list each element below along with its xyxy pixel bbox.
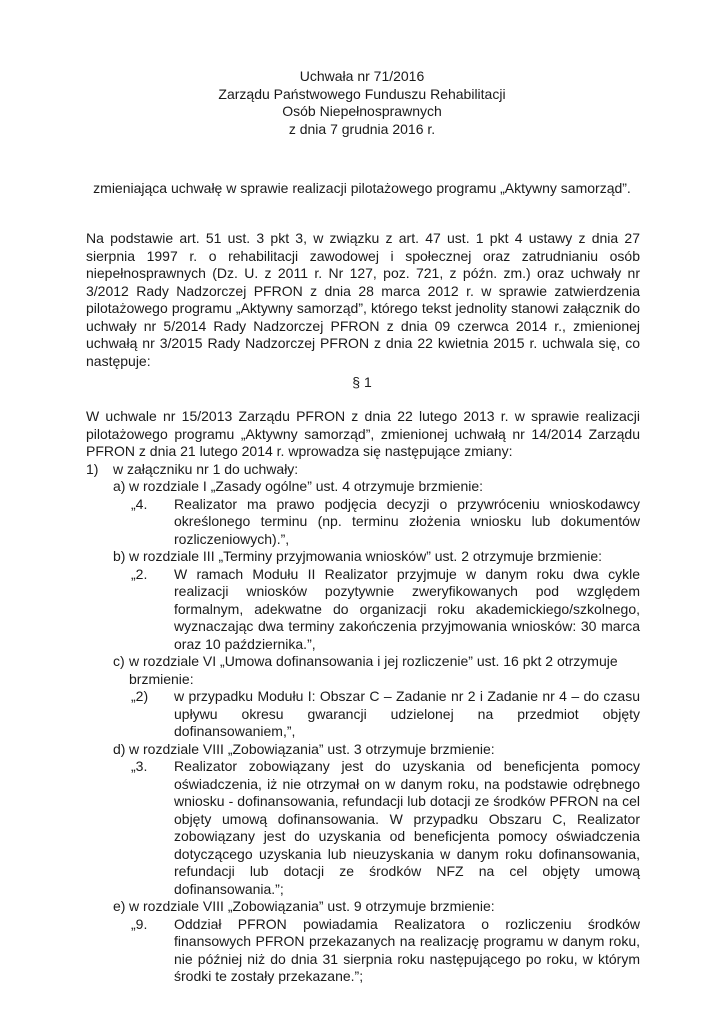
document-header [0, 68, 724, 138]
subitem-text: w rozdziale I „Zasady ogólne” ust. 4 otrzymuje brzmienie: [129, 478, 484, 494]
subitem-b [113, 548, 640, 566]
subitem-text: w rozdziale III „Terminy przyjmowania wniosków” ust. 2 otrzymuje brzmienie: [129, 548, 603, 564]
section-intro: W uchwale nr 15/2013 Zarządu PFRON z dnia 22 lutego 2013 r. w sprawie realizacji pilotażowego programu „Aktywny samorząd”, zmienionej uchwałą nr 14/2014 Zarządu PFRON z dnia 21 lutego 2014 r. wprowadza się następujące zmiany: [86, 408, 640, 459]
resolution-date: z dnia 7 grudnia 2016 r. [288, 120, 436, 137]
provision-number: „4. [131, 495, 148, 512]
provision-text: w przypadku Modułu I: Obszar C – Zadanie nr 2 i Zadanie nr 4 – do czasu upływu okresu gwarancji udzielonej na przedmiot objęty dofinansowaniem,”, [174, 688, 640, 739]
provision-text: Realizator ma prawo podjęcia decyzji o przywróceniu wnioskodawcy określonego terminu (np. terminu złożenia wniosku lub dokumentów rozliczeniowych).”, [174, 495, 640, 547]
preamble-text: Na podstawie art. 51 ust. 3 pkt 3, w związku z art. 47 ust. 1 pkt 4 ustawy z dnia 27 sierpnia 1997 r. o rehabilitacji zawodowej i społecznej oraz zatrudnianiu osób niepełnosprawnych (Dz. U. z 2011 r. Nr 127, poz. 721, z późn. zm.) oraz uchwały nr 3/2012 Rady Nadzorczej PFRON z dnia 28 marca 2012 r. w sprawie zatwierdzenia pilotażowego programu „Aktywny samorząd”, którego tekst jednolity stanowi załącznik do uchwały nr 5/2014 Rady Nadzorczej PFRON z dnia 09 czerwca 2014 r., zmienionej uchwałą nr 3/2015 Rady Nadzorczej PFRON z dnia 22 kwietnia 2015 r. uchwala się, co następuje: [86, 230, 640, 369]
subitem-c [113, 653, 640, 688]
section-mark: § 1 [352, 374, 372, 390]
issuing-body-line1: Zarządu Państwowego Funduszu Rehabilitacji [218, 85, 506, 102]
provision-number: „2. [131, 565, 148, 582]
list-item-1 [86, 461, 640, 479]
section-body [86, 408, 640, 986]
subitem-number: e) [113, 898, 126, 914]
provision-text: Oddział PFRON powiadamia Realizatora o rozliczeniu środków finansowych PFRON przekazanych na realizację programu w danym roku, nie później niż do dnia 31 sierpnia roku następującego po roku, w którym środki te zostały przekazane.”; [174, 915, 640, 984]
issuing-body-line2: Osób Niepełnosprawnych [282, 103, 442, 119]
subitem-number: b) [113, 548, 126, 564]
provision-number: „3. [131, 758, 148, 774]
quoted-provision [131, 916, 640, 986]
subitem-text: w rozdziale VI „Umowa dofinansowania i jej rozliczenie” ust. 16 pkt 2 otrzymuje brzmienie: [129, 653, 618, 687]
preamble [86, 230, 640, 370]
subitem-list [113, 478, 640, 986]
subitem-text: w rozdziale VIII „Zobowiązania” ust. 9 otrzymuje brzmienie: [129, 898, 495, 914]
list-item-text: w załączniku nr 1 do uchwały: [113, 460, 299, 477]
resolution-subject: zmieniająca uchwałę w sprawie realizacji pilotażowego programu „Aktywny samorząd”. [93, 180, 631, 196]
provision-number: „9. [131, 915, 148, 932]
quoted-provision [131, 688, 640, 741]
provision-text: W ramach Modułu II Realizator przyjmuje w danym roku dwa cykle realizacji wniosków pozytywnie zweryfikowanych pod względem formalnym, adekwatne do organizacji roku akademickiego/szkolnego, wyznaczając dwa terminy zakończenia przyjmowania wniosków: 30 marca oraz 10 października.”, [174, 565, 640, 652]
provision-text: Realizator zobowiązany jest do uzyskania od beneficjenta pomocy oświadczenia, iż nie otrzymał on w danym roku, na podstawie odrębnego wniosku - dofinansowania, refundacji lub dotacji ze środków PFRON na cel objęty umową dofinansowania. W przypadku Obszaru C, Realizator zobowiązany jest do uzyskania od beneficjenta pomocy oświadczenia dotyczącego uzyskania lub nieuzyskania w danym roku dofinansowania, refundacji lub dotacji ze środków NFZ na cel objęty umową dofinansowania.”; [174, 758, 640, 897]
subitem-e [113, 898, 640, 916]
subitem-d [113, 741, 640, 759]
subitem-number: a) [113, 478, 126, 494]
subitem-number: d) [113, 740, 126, 757]
list-item-number: 1) [86, 460, 99, 477]
subitem-a [113, 478, 640, 496]
subitem-number: c) [113, 653, 125, 669]
provision-number: „2) [131, 688, 149, 704]
quoted-provision [131, 496, 640, 549]
quoted-provision [131, 566, 640, 654]
quoted-provision [131, 758, 640, 898]
subitem-text: w rozdziale VIII „Zobowiązania” ust. 3 otrzymuje brzmienie: [129, 740, 495, 757]
resolution-number: Uchwała nr 71/2016 [299, 68, 425, 84]
